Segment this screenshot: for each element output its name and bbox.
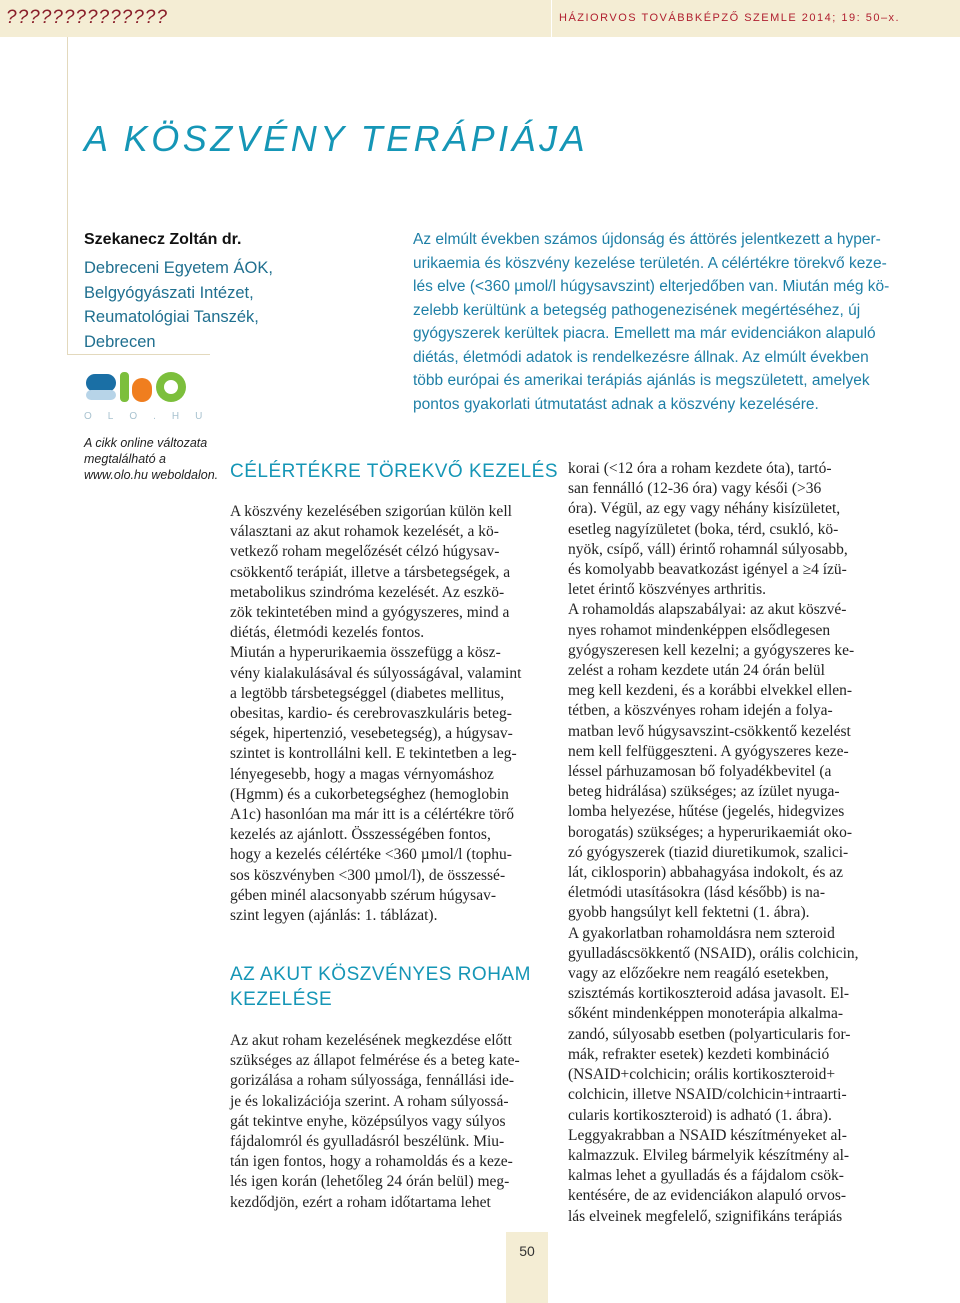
section-heading	[230, 459, 558, 484]
page-number-tab	[506, 1232, 548, 1303]
body-line: sos köszvényben <300 µmol/l), de összessé-	[230, 866, 506, 884]
abstract-line: pontos gyakorlati útmutatást adnak a köszvény kezelésére.	[413, 395, 819, 413]
body-line: beteg hidrálása) szükséges; az ízület nyuga-	[568, 783, 840, 801]
body-line: és komolyabb beavatkozást igényel a ≥4 ízü-	[568, 561, 847, 579]
body-line: gát tekintve enyhe, középsúlyos vagy súlyos	[230, 1112, 506, 1130]
abstract-line: több európai és amerikai terápiás ajánlás is megszületett, amelyek	[413, 372, 870, 389]
abstract-line: diétás, életmódi adatok is rendelkezésre állnak. Az elmúlt években	[413, 348, 869, 366]
body-line: lés igen korán (lehetőleg 24 órán belül) meg-	[230, 1173, 510, 1191]
body-line: kalmazzuk. Elvileg bármelyik készítmény al-	[568, 1146, 850, 1164]
body-line: lás elveinek megfelelő, szignifikáns terápiás	[568, 1207, 843, 1225]
body-line: szintet is kontrollálni kell. E tekintetben a leg-	[230, 745, 517, 763]
journal-citation: HÁZIORVOS TOVÁBBKÉPZŐ SZEMLE 2014; 19: 50–x.	[559, 12, 901, 24]
body-line: a legtöbb társbetegséggel (diabetes mellitus,	[230, 684, 505, 702]
body-line: zandó, súlyosabb esetben (polyarticularis for-	[568, 1025, 851, 1043]
note-line: megtalálható a	[84, 452, 167, 467]
body-line: tétben, a köszvényes roham idején a folya-	[568, 702, 833, 720]
body-line: szükséges az állapot felmérése és a beteg kate-	[230, 1052, 520, 1070]
body-line: kezelés az ajánlott. Összességében fontos,	[230, 826, 491, 844]
affiliation-line: Belgyógyászati Intézet,	[84, 283, 254, 302]
body-line: sőként mindenképpen monoterápia alkalma-	[568, 1005, 844, 1023]
body-line: lát, ciklosporin) abbahagyása indokolt, és az	[568, 864, 844, 882]
body-line: vagy az előzőekre nem reagáló esetekben,	[568, 965, 829, 983]
body-line: tán igen fontos, hogy a rohamoldás és a keze-	[230, 1153, 513, 1171]
page-number: 50	[519, 1243, 535, 1259]
body-line: vény kialakulásával és súlyosságával, valamint	[230, 664, 522, 682]
section-body	[230, 1031, 520, 1213]
body-line: matban levő húgysavszint-csökkentő kezelést	[568, 722, 851, 740]
body-line: zelést a roham kezdete után 24 órán belül	[568, 662, 825, 680]
body-line: A rohamoldás alapszabályai: az akut köszvé-	[568, 601, 847, 619]
body-line: fájdalomról és gyulladásról beszélünk. Miu-	[230, 1133, 505, 1151]
abstract-line: urikaemia és köszvény kezelése területén. A célértékre törekvő keze-	[413, 254, 887, 272]
header-left-text: ??????????????	[6, 7, 168, 28]
abstract	[413, 228, 891, 416]
section-heading-line: KEZELÉSE	[230, 989, 333, 1010]
body-line: ségek, hipertenzió, vesebetegség), a húgysav-	[230, 725, 513, 743]
body-line: A köszvény kezelésében szigorúan külön kell	[230, 503, 512, 520]
online-version-note	[84, 435, 218, 484]
section-body	[230, 502, 521, 926]
body-line: Miután a hyperurikaemia összefügg a kösz-	[230, 644, 501, 662]
body-line: szint legyen (ajánlás: 1. táblázat).	[230, 907, 438, 925]
body-line: kentésére, de az evidenciákon alapuló orvos-	[568, 1187, 847, 1205]
body-line: választani az akut rohamok kezelését, a kö-	[230, 523, 499, 541]
body-line: je és lokalizációja szerint. A roham súlyossá-	[230, 1092, 509, 1110]
abstract-line: lés elve (<360 µmol/l húgysavszint) elterjedőben van. Miután még kö-	[413, 278, 890, 295]
body-line: zök tekintetében mind a gyógyszeres, mind a	[230, 604, 510, 622]
affiliation-line: Debreceni Egyetem ÁOK,	[84, 259, 273, 277]
body-line: A1c) hasonlóan ma már itt is a célértékre törő	[230, 806, 515, 824]
body-line: óra). Végül, az egy vagy néhány kisízületet,	[568, 500, 841, 518]
section-heading-line: CÉLÉRTÉKRE TÖREKVŐ KEZELÉS	[230, 461, 559, 482]
body-line: obesitas, kardio- és cerebrovaszkuláris beteg-	[230, 705, 512, 723]
body-line: lomba helyezése, hűtése (jegelés, hidegvizes	[568, 803, 845, 821]
body-line: kalmas lehet a gyulladás és a fájdalom csök-	[568, 1167, 844, 1185]
body-line: nem kell felfüggeszteni. A gyógyszeres keze-	[568, 742, 849, 760]
body-line: nyes rohamot mindenképpen elsődlegesen	[568, 621, 831, 639]
body-line: kezdődjön, ezért a roham időtartama lehet	[230, 1193, 491, 1211]
body-line: esetleg nagyízületet (boka, térd, csukló, kö-	[568, 520, 839, 538]
header-divider	[551, 0, 552, 37]
body-line: életmódi utasításokra (lásd később) is na-	[568, 884, 825, 902]
body-line: zó gyógyszerek (tiazid diuretikumok, szalici-	[568, 843, 849, 861]
body-line: (Hgmm) és a cukorbetegséghez (hemoglobin	[230, 785, 509, 803]
logo-wordmark: OLO.HU	[84, 411, 219, 422]
body-line: borogatás) szükséges; a hyperurikaemiát oko-	[568, 823, 853, 841]
abstract-line: gyógyszerek kerültek piacra. Emellett ma már evidenciákon alapuló	[413, 325, 876, 342]
body-line: san fennálló (12-36 óra) vagy késői (>36	[568, 480, 822, 498]
body-line: A gyakorlatban rohamoldásra nem szteroid	[568, 924, 835, 942]
body-line: gyógyszeresen kell kezelni; a gyógyszeres ke-	[568, 641, 855, 659]
body-line: colchicin, illetve NSAID/colchicin+intraarti-	[568, 1086, 847, 1104]
olo-logo-mark	[84, 370, 199, 410]
body-line: gorizálása a roham súlyossága, fennállási ide-	[230, 1072, 515, 1090]
body-line: nyök, csípő, váll) érintő rohamnál súlyosabb,	[568, 540, 848, 558]
section-heading	[230, 962, 531, 1012]
body-line: mák, refrakter esetek) kezdeti kombináció	[568, 1045, 830, 1063]
body-line: korai (<12 óra a roham kezdete óta), tartó-	[568, 460, 832, 477]
body-line: vetkező roham megelőzését célzó húgysav-	[230, 543, 500, 561]
body-line: lényegesebb, hogy a magas vérnyomáshoz	[230, 765, 494, 783]
author-name: Szekanecz Zoltán dr.	[84, 231, 242, 248]
body-line: hogy a kezelés célértéke <360 µmol/l (tophu-	[230, 846, 512, 864]
right-column-body	[568, 459, 859, 1227]
body-line: Leggyakrabban a NSAID készítményeket al-	[568, 1126, 847, 1144]
body-line: szisztémás kortikoszteroid adása javasolt. El-	[568, 985, 850, 1003]
body-line: (NSAID+colchicin; orális kortikoszteroid+	[568, 1066, 836, 1084]
affiliation-line: Reumatológiai Tanszék,	[84, 308, 259, 327]
note-line: A cikk online változata	[84, 436, 208, 450]
section-heading-line: AZ AKUT KÖSZVÉNYES ROHAM	[230, 964, 531, 985]
affiliation-line: Debrecen	[84, 333, 156, 352]
abstract-line: zelebb kerültünk a betegség pathogenezisének megértéséhez, új	[413, 301, 861, 319]
article-title: A KÖSZVÉNY TERÁPIÁJA	[84, 118, 589, 159]
author-affiliation	[84, 256, 273, 355]
body-line: meg kell kezdeni, és a korábbi elvekkel ellen-	[568, 682, 853, 700]
body-line: csökkentő terápiát, illetve a társbetegségek, a	[230, 563, 511, 581]
title-frame-vertical	[67, 37, 68, 354]
note-line: www.olo.hu weboldalon.	[84, 468, 219, 483]
body-line: cularis kortikoszteroid) is adható (1. ábra).	[568, 1106, 832, 1124]
body-line: gyobb hangsúlyt kell fektetni (1. ábra).	[568, 904, 810, 922]
body-line: diétás, életmódi kezelés fontos.	[230, 624, 425, 642]
body-line: léssel párhuzamosan bő folyadékbevitel (a	[568, 763, 832, 781]
body-line: gyulladáscsökkentő (NSAID), orális colchicin,	[568, 944, 859, 962]
body-line: letet érintő köszvényes arthritis.	[568, 581, 766, 599]
body-line: metabolikus szindróma kezelését. Az eszkö-	[230, 583, 505, 601]
body-line: Az akut roham kezelésének megkezdése előtt	[230, 1032, 512, 1049]
abstract-line: Az elmúlt években számos újdonság és áttörés jelentkezett a hyper-	[413, 231, 881, 248]
body-line: gében minél alacsonyabb szérum húgysav-	[230, 886, 496, 904]
